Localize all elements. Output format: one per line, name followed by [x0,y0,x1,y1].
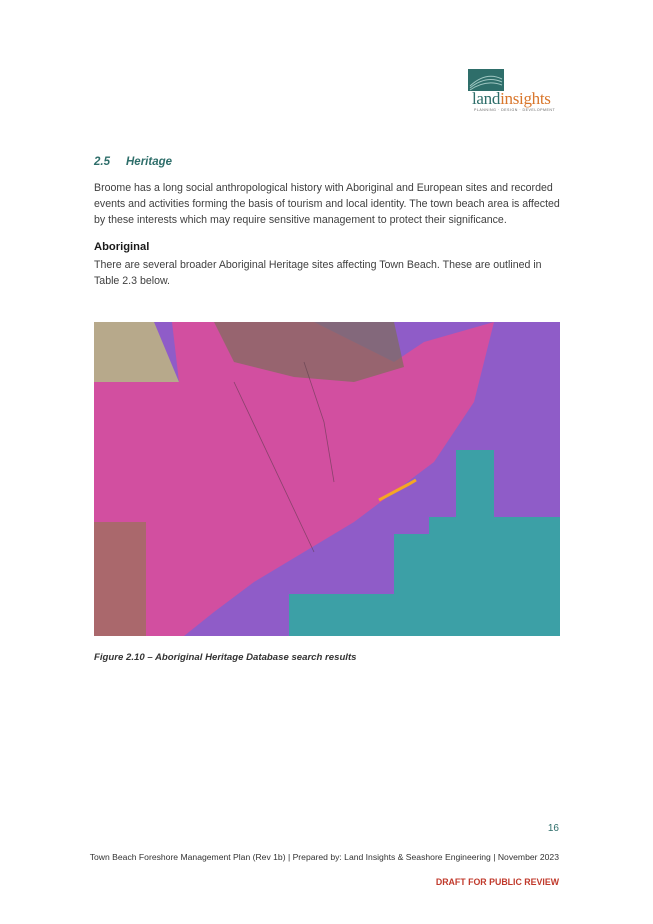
figure-caption: Figure 2.10 – Aboriginal Heritage Database search results [94,652,357,663]
section-intro: Broome has a long social anthropological history with Aboriginal and European sites and recorded events and activities forming the basis of tourism and local identity. The town beach area is affected by these interests which may require sensitive management to protect their significance. [94,182,560,226]
heritage-map [94,322,560,636]
subsection-title: Aboriginal [94,241,150,253]
section-heading [94,156,172,168]
subsection-text: There are several broader Aboriginal Heritage sites affecting Town Beach. These are outlined in Table 2.3 below. [94,259,542,287]
land-insights-logo [468,69,562,115]
section-title: Heritage [126,156,173,168]
draft-status: DRAFT FOR PUBLIC REVIEW [435,877,559,887]
logo-tagline: PLANNING · DESIGN · DEVELOPMENT [474,108,556,112]
footer-text: Town Beach Foreshore Management Plan (Rev 1b) | Prepared by: Land Insights & Seashore Engineering | November 2023 [89,852,559,862]
logo-wordmark: landinsights [472,89,551,108]
page-number: 16 [547,823,559,834]
logo-mark-icon [468,69,504,91]
section-number: 2.5 [94,156,110,168]
heritage-map-figure [94,322,560,636]
inland-patch [94,522,146,636]
